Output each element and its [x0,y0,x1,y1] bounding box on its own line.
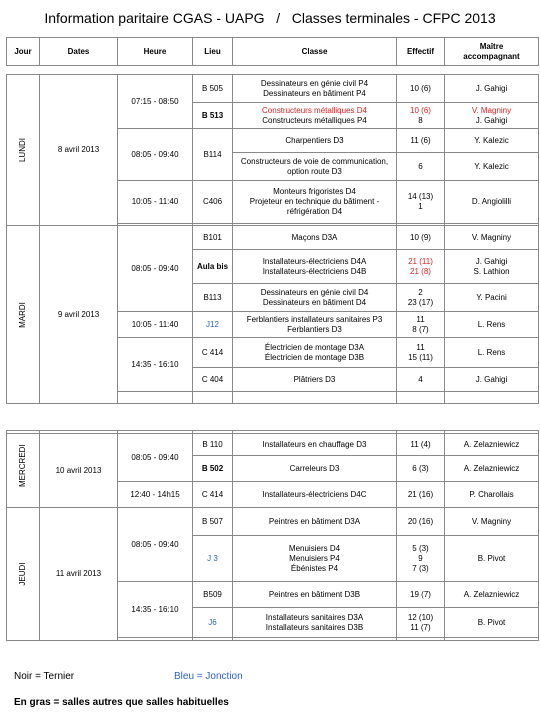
lieu-cell: J12 [193,312,233,338]
classe-cell: Dessinateurs en génie civil D4 Dessinateurs en bâtiment D4 [233,284,397,312]
schedule-table-1 [6,37,539,404]
classe-cell: Carreleurs D3 [233,456,397,482]
lieu-cell: B 502 [193,456,233,482]
maitre-cell: V. Magniny J. Gahigi [445,103,539,129]
header-jour: Jour [7,38,40,66]
maitre-cell: V. Magniny [445,508,539,536]
effectif-cell: 2 23 (17) [397,284,445,312]
lieu-cell: B 513 [193,103,233,129]
classe-cell: Ferblantiers installateurs sanitaires P3 Ferblantiers D3 [233,312,397,338]
effectif-cell: 21 (11) 21 (8) [397,250,445,284]
heure-cell: 12:40 - 14h15 [118,482,193,508]
effectif-cell: 14 (13) 1 [397,181,445,224]
classe-cell: Dessinateurs en génie civil P4 Dessinateurs en bâtiment P4 [233,75,397,103]
maitre-cell: B. Pivot [445,536,539,582]
maitre-cell: Y. Pacini [445,284,539,312]
effectif-cell: 11 15 (11) [397,338,445,368]
heure-cell: 14:35 - 16:10 [118,582,193,638]
maitre-cell: A. Zelazniewicz [445,434,539,456]
effectif-cell: 6 (3) [397,456,445,482]
classe-cell: Monteurs frigoristes D4 Projeteur en technique du bâtiment - réfrigération D4 [233,181,397,224]
day-cell-mercredi: MERCREDI [7,434,40,508]
classe-cell: Maçons D3A [233,226,397,250]
maitre-cell: V. Magniny [445,226,539,250]
heure-cell: 08:05 - 09:40 [118,226,193,312]
lieu-cell: Aula bis [193,250,233,284]
header-effectif: Effectif [397,38,445,66]
lieu-cell: J6 [193,608,233,638]
maitre-cell: J. Gahigi [445,75,539,103]
classe-cell: Constructeurs de voie de communication, option route D3 [233,153,397,181]
effectif-cell: 11 (4) [397,434,445,456]
schedule-table-2 [6,430,539,641]
maitre-cell: Y. Kalezic [445,153,539,181]
classe-cell: Électricien de montage D3A Électricien de montage D3B [233,338,397,368]
lieu-cell: B509 [193,582,233,608]
classe-cell: Peintres en bâtiment D3B [233,582,397,608]
legend-noir: Noir = Ternier [14,671,75,682]
classe-cell: Installateurs-électriciens D4A Installateurs-électriciens D4B [233,250,397,284]
lieu-cell: B101 [193,226,233,250]
heure-cell: 07:15 - 08:50 [118,75,193,129]
lieu-cell: C 404 [193,368,233,392]
table-row [7,434,539,456]
effectif-cell: 10 (9) [397,226,445,250]
effectif-cell: 5 (3) 9 7 (3) [397,536,445,582]
maitre-cell: P. Charollais [445,482,539,508]
header-heure: Heure [118,38,193,66]
maitre-cell: B. Pivot [445,608,539,638]
heure-cell: 14:35 - 16:10 [118,338,193,392]
table-row [7,226,539,250]
classe-cell: Menuisiers D4 Menuisiers P4 Ébénistes P4 [233,536,397,582]
table-row [7,75,539,103]
lieu-cell: B113 [193,284,233,312]
effectif-cell: 21 (16) [397,482,445,508]
classe-cell: Installateurs en chauffage D3 [233,434,397,456]
lieu-cell: J 3 [193,536,233,582]
classe-cell: Constructeurs métalliques D4 Constructeurs métalliques P4 [233,103,397,129]
header-classe: Classe [233,38,397,66]
legend-gras: En gras = salles autres que salles habituelles [14,697,229,708]
effectif-cell: 10 (6) [397,75,445,103]
day-cell-lundi: LUNDI [7,75,40,226]
maitre-cell: A. Zelazniewicz [445,456,539,482]
maitre-cell: L. Rens [445,338,539,368]
heure-cell: 08:05 - 09:40 [118,434,193,482]
lieu-cell: B 507 [193,508,233,536]
maitre-cell: D. Angiolilli [445,181,539,224]
maitre-cell: J. Gahigi S. Lathion [445,250,539,284]
classe-cell: Peintres en bâtiment D3A [233,508,397,536]
heure-cell: 10:05 - 11:40 [118,181,193,224]
effectif-cell: 19 (7) [397,582,445,608]
date-cell: 11 avril 2013 [40,508,118,641]
heure-cell: 10:05 - 11:40 [118,312,193,338]
lieu-cell: C 414 [193,482,233,508]
maitre-cell: Y. Kalezic [445,129,539,153]
maitre-cell: L. Rens [445,312,539,338]
classe-cell: Charpentiers D3 [233,129,397,153]
document-title: Information paritaire CGAS - UAPG / Classes terminales - CFPC 2013 [44,10,496,26]
classe-cell: Plâtriers D3 [233,368,397,392]
effectif-cell: 10 (6) 8 [397,103,445,129]
header-dates: Dates [40,38,118,66]
maitre-cell: J. Gahigi [445,368,539,392]
effectif-cell: 11 8 (7) [397,312,445,338]
effectif-cell: 20 (16) [397,508,445,536]
day-cell-mardi: MARDI [7,226,40,404]
header-row [7,38,539,66]
classe-cell: Installateurs-électriciens D4C [233,482,397,508]
lieu-cell: B 505 [193,75,233,103]
date-cell: 10 avril 2013 [40,434,118,508]
table-row [7,508,539,536]
header-maitre: Maître accompagnant [445,38,539,66]
maitre-cell: A. Zelazniewicz [445,582,539,608]
effectif-cell: 11 (6) [397,129,445,153]
heure-cell: 08:05 - 09:40 [118,508,193,582]
lieu-cell: C 414 [193,338,233,368]
date-cell: 8 avril 2013 [40,75,118,226]
date-cell: 9 avril 2013 [40,226,118,404]
lieu-cell: B 110 [193,434,233,456]
day-cell-jeudi: JEUDI [7,508,40,641]
lieu-cell: C406 [193,181,233,224]
legend-bleu: Bleu = Jonction [174,671,243,682]
lieu-cell: B114 [193,129,233,181]
effectif-cell: 4 [397,368,445,392]
header-lieu: Lieu [193,38,233,66]
effectif-cell: 12 (10) 11 (7) [397,608,445,638]
classe-cell: Installateurs sanitaires D3A Installateurs sanitaires D3B [233,608,397,638]
heure-cell: 08:05 - 09:40 [118,129,193,181]
effectif-cell: 6 [397,153,445,181]
